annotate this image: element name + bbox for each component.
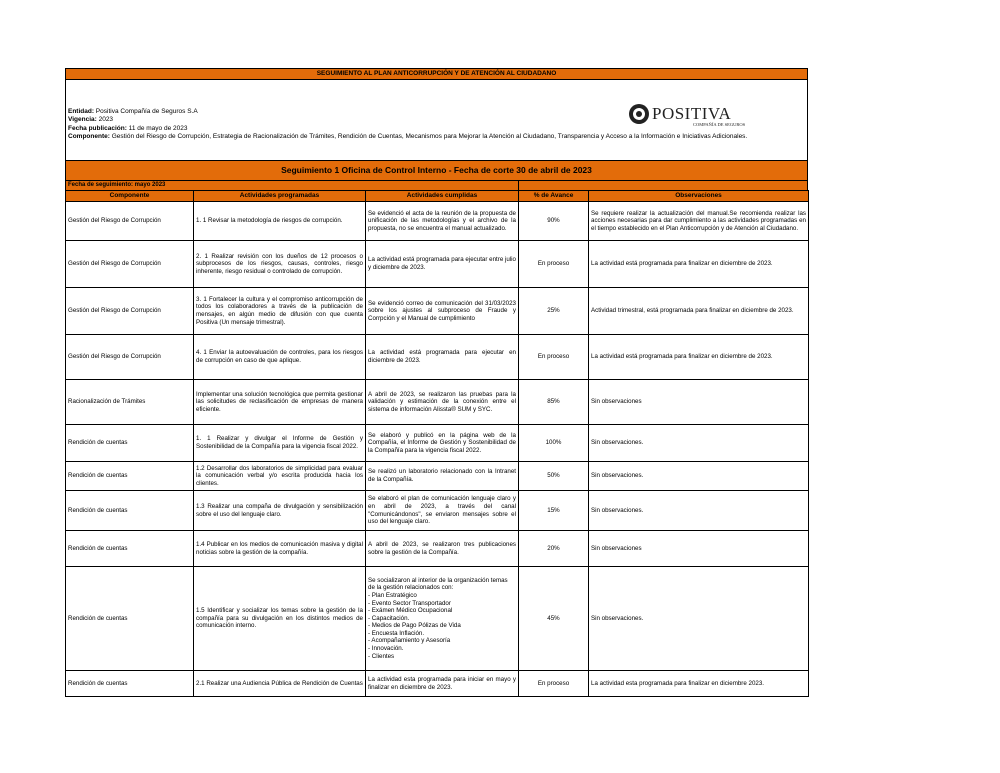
cell-observaciones: Sin observaciones — [589, 380, 809, 425]
cell-cumplidas: A abril de 2023, se realizaron tres publicaciones sobre la gestión de la Compañía. — [366, 531, 519, 567]
cell-componente: Rendición de cuentas — [66, 531, 194, 567]
cell-cumplidas: Se realizó un laboratorio relacionado con la Intranet de la Compañía. — [366, 462, 519, 491]
cell-programadas: 2.1 Realizar una Audiencia Pública de Rendición de Cuentas — [194, 671, 366, 697]
cell-programadas: 1. 1 Revisar la metodología de riesgos de corrupción. — [194, 202, 366, 241]
componente-line — [68, 133, 747, 141]
header-actividades-cumplidas: Actividades cumplidas — [366, 191, 519, 202]
cell-avance: 100% — [519, 425, 589, 462]
componente-label: Componente: — [68, 132, 110, 140]
cell-avance: 45% — [519, 567, 589, 671]
report-info — [65, 80, 808, 160]
cell-componente: Gestión del Riesgo de Corrupción — [66, 202, 194, 241]
vigencia-value: 2023 — [96, 116, 114, 124]
cell-programadas: 1.2 Desarrollar dos laboratorios de simplicidad para evaluar la comunicación verbal y/o escrita producida hacia los clientes. — [194, 462, 366, 491]
cell-avance: En proceso — [519, 335, 589, 380]
cell-componente: Gestión del Riesgo de Corrupción — [66, 288, 194, 335]
cell-avance: En proceso — [519, 241, 589, 288]
table-row — [66, 425, 809, 462]
cell-observaciones: Se requiere realizar la actualización del manual.Se recomienda realizar las acciones necesarias para dar cumplimiento a las actividades programadas en el tiempo establecido en el Plan Anticorrupción y de Atención al Ciudadano. — [589, 202, 809, 241]
fecha-seguimiento: Fecha de seguimiento: mayo 2023 — [65, 181, 519, 190]
report-banner: SEGUIMIENTO AL PLAN ANTICORRUPCIÓN Y DE ATENCIÓN AL CIUDADANO — [65, 68, 808, 80]
cell-avance: En proceso — [519, 671, 589, 697]
cell-programadas: 3. 1 Fortalecer la cultura y el compromiso anticorrupción de todos los colaboradores a través de la publicación de mensajes, en algún medio de difusión con que cuenta Positiva (Un mensaje trimestral). — [194, 288, 366, 335]
cell-componente: Racionalización de Trámites — [66, 380, 194, 425]
table-row — [66, 241, 809, 288]
cell-componente: Rendición de cuentas — [66, 671, 194, 697]
cell-observaciones: Sin observaciones. — [589, 462, 809, 491]
cell-cumplidas: Se evidenció el acta de la reunión de la propuesta de unificación de las metodologías y el archivo de la propuesta, no se encuentra el manual actualizado. — [366, 202, 519, 241]
cell-avance: 90% — [519, 202, 589, 241]
fecha-publicacion-label: Fecha publicación: — [68, 124, 127, 132]
table-row — [66, 462, 809, 491]
cell-cumplidas: Se elaboró y publicó en la página web de la Compañía, el Informe de Gestión y Sostenibilidad de la Compañía para la vigencia fiscal 2022. — [366, 425, 519, 462]
cell-cumplidas: Se evidenció correo de comunicación del 31/03/2023 sobre los ajustes al subproceso de Fraude y Corrpción y el Manual de cumplimiento — [366, 288, 519, 335]
cell-observaciones: Sin observaciones. — [589, 491, 809, 531]
table-header-row — [66, 191, 809, 202]
positiva-logo-subtext: COMPAÑÍA DE SEGUROS — [693, 122, 746, 127]
cell-programadas: 2. 1 Realizar revisión con los dueños de 12 procesos o subprocesos de los riesgos, causas, controles, riesgo inherente, riesgo residual o controlado de corrupción. — [194, 241, 366, 288]
cell-observaciones: Actividad trimestral, está programada para finalizar en diciembre de 2023. — [589, 288, 809, 335]
fecha-publicacion-value: 11 de mayo de 2023 — [126, 124, 188, 132]
cell-programadas: 4. 1 Enviar la autoevaluación de controles, para los riesgos de corrupción en caso de que aplique. — [194, 335, 366, 380]
cell-cumplidas: Se elaboró el plan de comunicación lenguaje claro y en abril de 2023, a través del canal "Comunicándonos", se enviaron mensajes sobre el uso del lenguaje claro. — [366, 491, 519, 531]
positiva-logo-text: POSITIVA — [652, 104, 732, 123]
cell-observaciones: La actividad esta programada para finalizar en diciembre 2023. — [589, 671, 809, 697]
seguimiento-title: Seguimiento 1 Oficina de Control Interno - Fecha de corte 30 de abril de 2023 — [65, 160, 808, 181]
cell-observaciones: Sin observaciones — [589, 531, 809, 567]
cell-avance: 25% — [519, 288, 589, 335]
componente-value: Gestión del Riesgo de Corrupción, Estrategia de Racionalización de Trámites, Rendición de Cuentas, Mecanismos para Mejorar la Atención al Ciudadano, Transparencia y Acceso a la Información e Iniciativas Adicionales. — [109, 132, 748, 140]
header-componente: Componente — [66, 191, 194, 202]
positiva-logo — [629, 104, 754, 128]
table-row — [66, 202, 809, 241]
table-row — [66, 531, 809, 567]
cell-cumplidas: A abril de 2023, se realizaron las pruebas para la validación y estimación de la conexión entre el sistema de información Alissta® SUM y SYC. — [366, 380, 519, 425]
seguimiento-table — [65, 190, 809, 697]
table-row — [66, 380, 809, 425]
table-row — [66, 567, 809, 671]
cell-componente: Rendición de cuentas — [66, 462, 194, 491]
report-sheet — [65, 68, 808, 697]
cell-avance: 50% — [519, 462, 589, 491]
table-row — [66, 335, 809, 380]
cell-avance: 85% — [519, 380, 589, 425]
cell-programadas: Implementar una solución tecnológica que permita gestionar las solicitudes de reclasificación de empresas de manera eficiente. — [194, 380, 366, 425]
cell-observaciones: Sin observaciones. — [589, 425, 809, 462]
cell-cumplidas: La actividad está programada para ejecutar entre julio y diciembre de 2023. — [366, 241, 519, 288]
cell-observaciones: Sin observaciones. — [589, 567, 809, 671]
table-row — [66, 288, 809, 335]
fecha-seguimiento-fill — [519, 181, 808, 190]
table-row — [66, 491, 809, 531]
cell-componente: Gestión del Riesgo de Corrupción — [66, 335, 194, 380]
cell-cumplidas: Se socializaron al interior de la organización temas de la gestión relacionados con: - Plan Estratégico - Evento Sector Transportador - Exámen Médico Ocupacional - Capacitación. - Medios de Pago Pólizas de Vida - Encuesta Inflación. - Acompañamiento y Asesoría - Innovación. - Clientes — [366, 567, 519, 671]
positiva-logo-icon — [629, 104, 649, 124]
cell-observaciones: La actividad está programada para finalizar en diciembre de 2023. — [589, 241, 809, 288]
entidad-label: Entidad: — [68, 108, 94, 115]
cell-avance: 20% — [519, 531, 589, 567]
cell-programadas: 1.4 Publicar en los medios de comunicación masiva y digital noticias sobre la gestión de la compañía. — [194, 531, 366, 567]
cell-cumplidas: La actividad está programada para ejecutar en diciembre de 2023. — [366, 335, 519, 380]
cell-componente: Rendición de cuentas — [66, 491, 194, 531]
cell-cumplidas: La actividad esta programada para iniciar en mayo y finalizar en diciembre de 2023. — [366, 671, 519, 697]
header-avance: % de Avance — [519, 191, 589, 202]
vigencia-label: Vigencia: — [68, 116, 97, 124]
fecha-seguimiento-row — [65, 181, 808, 190]
cell-componente: Rendición de cuentas — [66, 567, 194, 671]
cell-programadas: 1.5 Identificar y socializar los temas sobre la gestión de la compañía para su divulgación en los distintos medios de comunicación interno. — [194, 567, 366, 671]
cell-programadas: 1. 1 Realizar y divulgar el Informe de Gestión y Sostenibilidad de la Compañía para la vigencia fiscal 2022. — [194, 425, 366, 462]
header-observaciones: Observaciones — [589, 191, 809, 202]
cell-observaciones: La actividad está programada para finalizar en diciembre de 2023. — [589, 335, 809, 380]
cell-programadas: 1.3 Realizar una compaña de divulgación y sensibilización sobre el uso del lenguaje claro. — [194, 491, 366, 531]
table-row — [66, 671, 809, 697]
cell-componente: Rendición de cuentas — [66, 425, 194, 462]
header-actividades-programadas: Actividades programadas — [194, 191, 366, 202]
cell-componente: Gestión del Riesgo de Corrupción — [66, 241, 194, 288]
cell-avance: 15% — [519, 491, 589, 531]
entidad-value: Positiva Compañía de Seguros S.A — [94, 108, 198, 115]
